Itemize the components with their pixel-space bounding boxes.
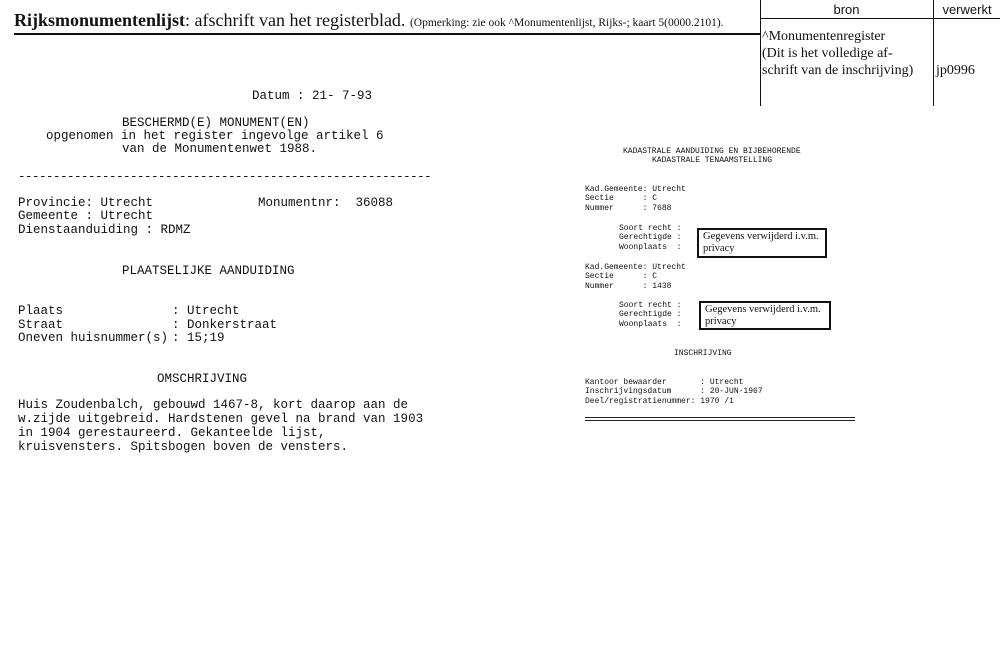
date-line [252,89,372,103]
parcel-1-gemeente: Kad.Gemeente: Utrecht [585,185,686,194]
parcel-1-woonplaats: Woonplaats : [619,242,682,252]
privacy-redaction-box-2 [699,301,831,330]
kadaster-heading-2: KADASTRALE TENAAMSTELLING [652,156,773,165]
source-table [760,0,1000,106]
col-header-verwerkt: verwerkt [942,2,992,17]
parcel-2-rights [619,301,681,329]
title-underline [14,33,760,35]
kantoor-bewaarder: Kantoor bewaarder : Utrecht [585,378,744,387]
privacy-line: privacy [705,315,737,327]
monumentnr [258,196,393,210]
omschrijving-line: Huis Zoudenbalch, gebouwd 1467-8, kort daarop aan de [18,398,409,412]
parcel-2-woonplaats: Woonplaats : [619,319,682,329]
kadaster-rule-1 [585,417,855,418]
huisnummer-label: Oneven huisnummer(s) [18,331,169,345]
dienstaanduiding: Dienstaanduiding : RDMZ [18,223,191,237]
gemeente: Gemeente : Utrecht [18,209,154,223]
heading-line-3: van de Monumentenwet 1988. [122,142,318,156]
document-title [14,10,724,31]
huisnummer-value: : 15;19 [172,331,225,345]
plaats-label: Plaats [18,304,64,318]
title-rest: : afschrift van het registerblad. [185,10,406,30]
heading-line-2: opgenomen in het register ingevolge artikel 6 [46,129,384,143]
omschrijving-text [18,398,423,454]
source-line: ^Monumentenregister [762,29,886,44]
deel-registratienummer: Deel/registratienummer: 1970 /1 [585,396,734,406]
monumentnr-label: Monumentnr: [258,196,341,210]
source-cell [762,28,913,79]
parcel-2-soort: Soort recht : [619,301,682,310]
parcel-1-soort: Soort recht : [619,224,682,233]
plaats-value: : Utrecht [172,304,240,318]
source-line: schrift van de inschrijving) [762,63,914,78]
omschrijving-heading: OMSCHRIJVING [157,372,248,386]
parcel-2-info [585,263,686,291]
col-header-bron: bron [833,2,860,17]
straat-value: : Donkerstraat [172,318,278,332]
kadaster-rule-2 [585,420,855,421]
heading-line-1: BESCHERMD(E) MONUMENT(EN) [122,116,310,130]
parcel-1-info [585,185,686,213]
kadaster-heading-1: KADASTRALE AANDUIDING EN BIJBEHORENDE [623,147,801,156]
parcel-1-rights [619,224,681,252]
parcel-2-gerechtigde: Gerechtigde : [619,310,682,320]
inschrijving-details [585,378,763,406]
parcel-2-sectie: Sectie : C [585,272,658,282]
privacy-line: privacy [703,242,735,254]
parcel-2-gemeente: Kad.Gemeente: Utrecht [585,263,686,272]
date-value: 21- 7-93 [312,89,373,103]
monumentnr-value: 36088 [355,196,394,210]
plaatselijke-heading: PLAATSELIJKE AANDUIDING [122,264,295,278]
omschrijving-line: w.zijde uitgebreid. Hardstenen gevel na brand van 1903 [18,412,424,426]
parcel-1-nummer: Nummer : 7688 [585,203,672,213]
straat-label: Straat [18,318,64,332]
parcel-2-nummer: Nummer : 1438 [585,281,672,291]
omschrijving-line: in 1904 gerestaureerd. Gekanteelde lijst, [18,426,326,440]
parcel-1-gerechtigde: Gerechtigde : [619,233,682,243]
date-label: Datum : [252,89,305,103]
privacy-line: Gegevens verwijderd i.v.m. [703,231,819,242]
title-note: (Opmerking: zie ook ^Monumentenlijst, Rijks-; kaart 5(0000.2101). [409,17,724,29]
dashed-divider: ----------------------------------------------------------- [18,170,432,184]
table-header-divider [760,18,1000,19]
source-line: (Dit is het volledige af- [762,46,893,61]
provincie: Provincie: Utrecht [18,196,154,210]
title-bold: Rijksmonumentenlijst [14,10,186,30]
parcel-1-sectie: Sectie : C [585,194,658,204]
privacy-redaction-box-1 [697,228,827,258]
inschrijvingsdatum: Inschrijvingsdatum : 20-JUN-1967 [585,387,763,397]
privacy-line: Gegevens verwijderd i.v.m. [705,304,821,315]
processed-cell: jp0996 [936,63,975,78]
inschrijving-heading: INSCHRIJVING [674,349,732,358]
omschrijving-line: kruisvensters. Spitsbogen boven de vensters. [18,440,349,454]
